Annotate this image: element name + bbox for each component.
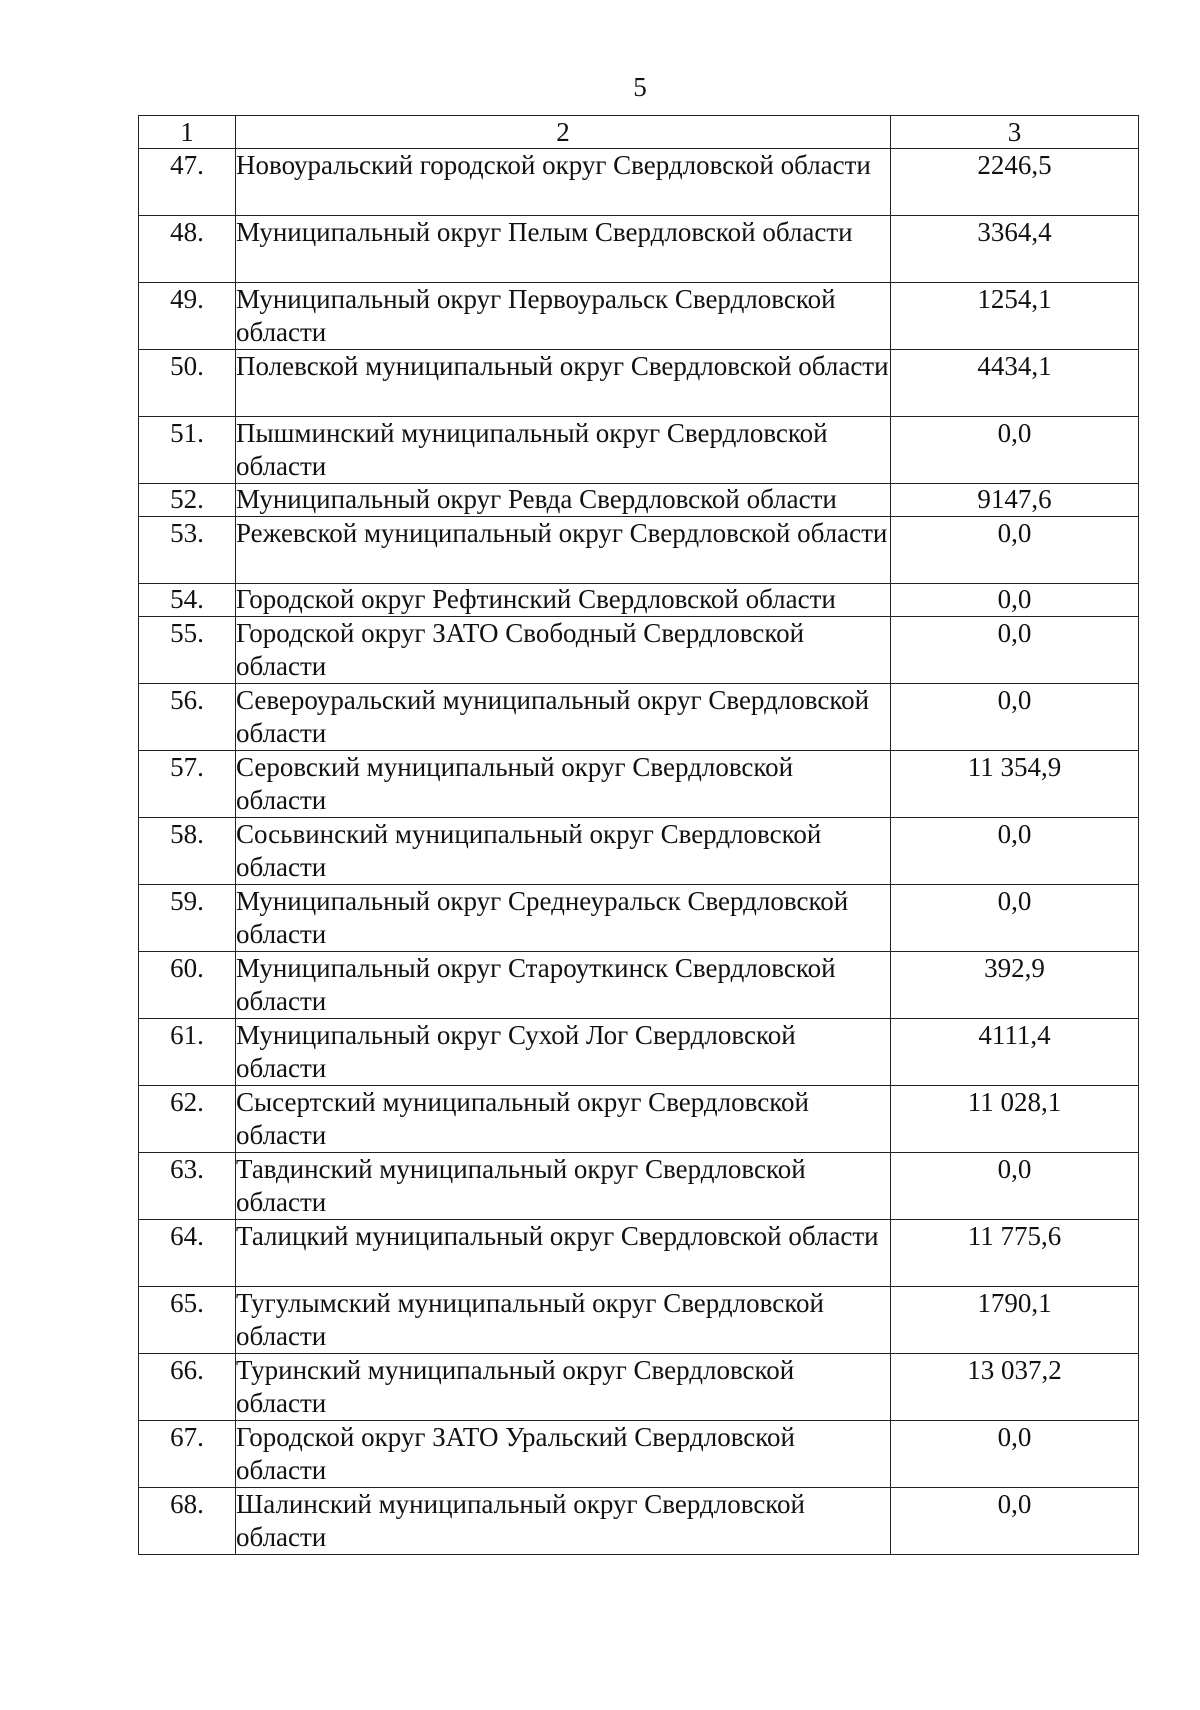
row-number-cell: 56. (139, 684, 236, 751)
table-row (139, 1421, 1139, 1488)
amount-cell: 1254,1 (891, 283, 1139, 350)
row-number-cell: 52. (139, 484, 236, 517)
table-row (139, 283, 1139, 350)
amount-cell: 3364,4 (891, 216, 1139, 283)
row-number-cell: 68. (139, 1488, 236, 1555)
table-row (139, 350, 1139, 417)
row-number-cell: 58. (139, 818, 236, 885)
row-number-cell: 47. (139, 149, 236, 216)
row-number-cell: 60. (139, 952, 236, 1019)
amount-cell: 0,0 (891, 1488, 1139, 1555)
municipality-name-cell: Полевской муниципальный округ Свердловской области (236, 350, 891, 417)
amount-cell: 392,9 (891, 952, 1139, 1019)
row-number-cell: 63. (139, 1153, 236, 1220)
table-row (139, 751, 1139, 818)
municipality-name-cell: Муниципальный округ Среднеуральск Свердловской области (236, 885, 891, 952)
table-row (139, 1488, 1139, 1555)
amount-cell: 9147,6 (891, 484, 1139, 517)
table-row (139, 1019, 1139, 1086)
amount-cell: 13 037,2 (891, 1354, 1139, 1421)
amount-cell: 0,0 (891, 417, 1139, 484)
municipality-name-cell: Серовский муниципальный округ Свердловской области (236, 751, 891, 818)
row-number-cell: 53. (139, 517, 236, 584)
municipality-name-cell: Туринский муниципальный округ Свердловской области (236, 1354, 891, 1421)
amount-cell: 0,0 (891, 885, 1139, 952)
table-row (139, 216, 1139, 283)
amount-cell: 0,0 (891, 1421, 1139, 1488)
row-number-cell: 57. (139, 751, 236, 818)
table-row (139, 1354, 1139, 1421)
table-row (139, 885, 1139, 952)
header-cell-name: 2 (236, 116, 891, 149)
row-number-cell: 59. (139, 885, 236, 952)
municipality-name-cell: Сосьвинский муниципальный округ Свердловской области (236, 818, 891, 885)
amount-cell: 0,0 (891, 584, 1139, 617)
row-number-cell: 50. (139, 350, 236, 417)
municipality-name-cell: Муниципальный округ Первоуральск Свердловской области (236, 283, 891, 350)
amount-cell: 11 354,9 (891, 751, 1139, 818)
table-row (139, 1086, 1139, 1153)
municipality-name-cell: Городской округ Рефтинский Свердловской области (236, 584, 891, 617)
municipality-name-cell: Новоуральский городской округ Свердловской области (236, 149, 891, 216)
row-number-cell: 62. (139, 1086, 236, 1153)
row-number-cell: 65. (139, 1287, 236, 1354)
municipality-name-cell: Муниципальный округ Сухой Лог Свердловской области (236, 1019, 891, 1086)
row-number-cell: 51. (139, 417, 236, 484)
table-row (139, 1153, 1139, 1220)
header-cell-number: 1 (139, 116, 236, 149)
municipality-name-cell: Пышминский муниципальный округ Свердловской области (236, 417, 891, 484)
table-row (139, 484, 1139, 517)
amount-cell: 0,0 (891, 617, 1139, 684)
page-number: 5 (633, 72, 647, 102)
row-number-cell: 64. (139, 1220, 236, 1287)
row-number-cell: 61. (139, 1019, 236, 1086)
table-row (139, 417, 1139, 484)
table-row (139, 818, 1139, 885)
municipality-name-cell: Муниципальный округ Пелым Свердловской области (236, 216, 891, 283)
table-row (139, 684, 1139, 751)
amount-cell: 11 028,1 (891, 1086, 1139, 1153)
row-number-cell: 54. (139, 584, 236, 617)
municipality-name-cell: Муниципальный округ Ревда Свердловской области (236, 484, 891, 517)
row-number-cell: 48. (139, 216, 236, 283)
municipality-name-cell: Североуральский муниципальный округ Свердловской области (236, 684, 891, 751)
row-number-cell: 49. (139, 283, 236, 350)
table-row (139, 517, 1139, 584)
municipality-name-cell: Тугулымский муниципальный округ Свердловской области (236, 1287, 891, 1354)
row-number-cell: 55. (139, 617, 236, 684)
table-body (139, 116, 1139, 1555)
row-number-cell: 66. (139, 1354, 236, 1421)
municipality-name-cell: Режевской муниципальный округ Свердловской области (236, 517, 891, 584)
municipality-name-cell: Шалинский муниципальный округ Свердловской области (236, 1488, 891, 1555)
amount-cell: 0,0 (891, 1153, 1139, 1220)
data-table (138, 115, 1139, 1555)
municipality-name-cell: Сысертский муниципальный округ Свердловской области (236, 1086, 891, 1153)
header-cell-value: 3 (891, 116, 1139, 149)
municipality-name-cell: Тавдинский муниципальный округ Свердловской области (236, 1153, 891, 1220)
table-row (139, 1220, 1139, 1287)
amount-cell: 4434,1 (891, 350, 1139, 417)
amount-cell: 11 775,6 (891, 1220, 1139, 1287)
table-row (139, 617, 1139, 684)
amount-cell: 1790,1 (891, 1287, 1139, 1354)
municipality-name-cell: Городской округ ЗАТО Свободный Свердловской области (236, 617, 891, 684)
amount-cell: 0,0 (891, 684, 1139, 751)
table-header-row (139, 116, 1139, 149)
table-row (139, 1287, 1139, 1354)
municipality-name-cell: Талицкий муниципальный округ Свердловской области (236, 1220, 891, 1287)
municipality-name-cell: Городской округ ЗАТО Уральский Свердловской области (236, 1421, 891, 1488)
table-row (139, 149, 1139, 216)
municipality-name-cell: Муниципальный округ Староуткинск Свердловской области (236, 952, 891, 1019)
amount-cell: 4111,4 (891, 1019, 1139, 1086)
amount-cell: 0,0 (891, 517, 1139, 584)
amount-cell: 0,0 (891, 818, 1139, 885)
table-row (139, 952, 1139, 1019)
row-number-cell: 67. (139, 1421, 236, 1488)
amount-cell: 2246,5 (891, 149, 1139, 216)
table-row (139, 584, 1139, 617)
